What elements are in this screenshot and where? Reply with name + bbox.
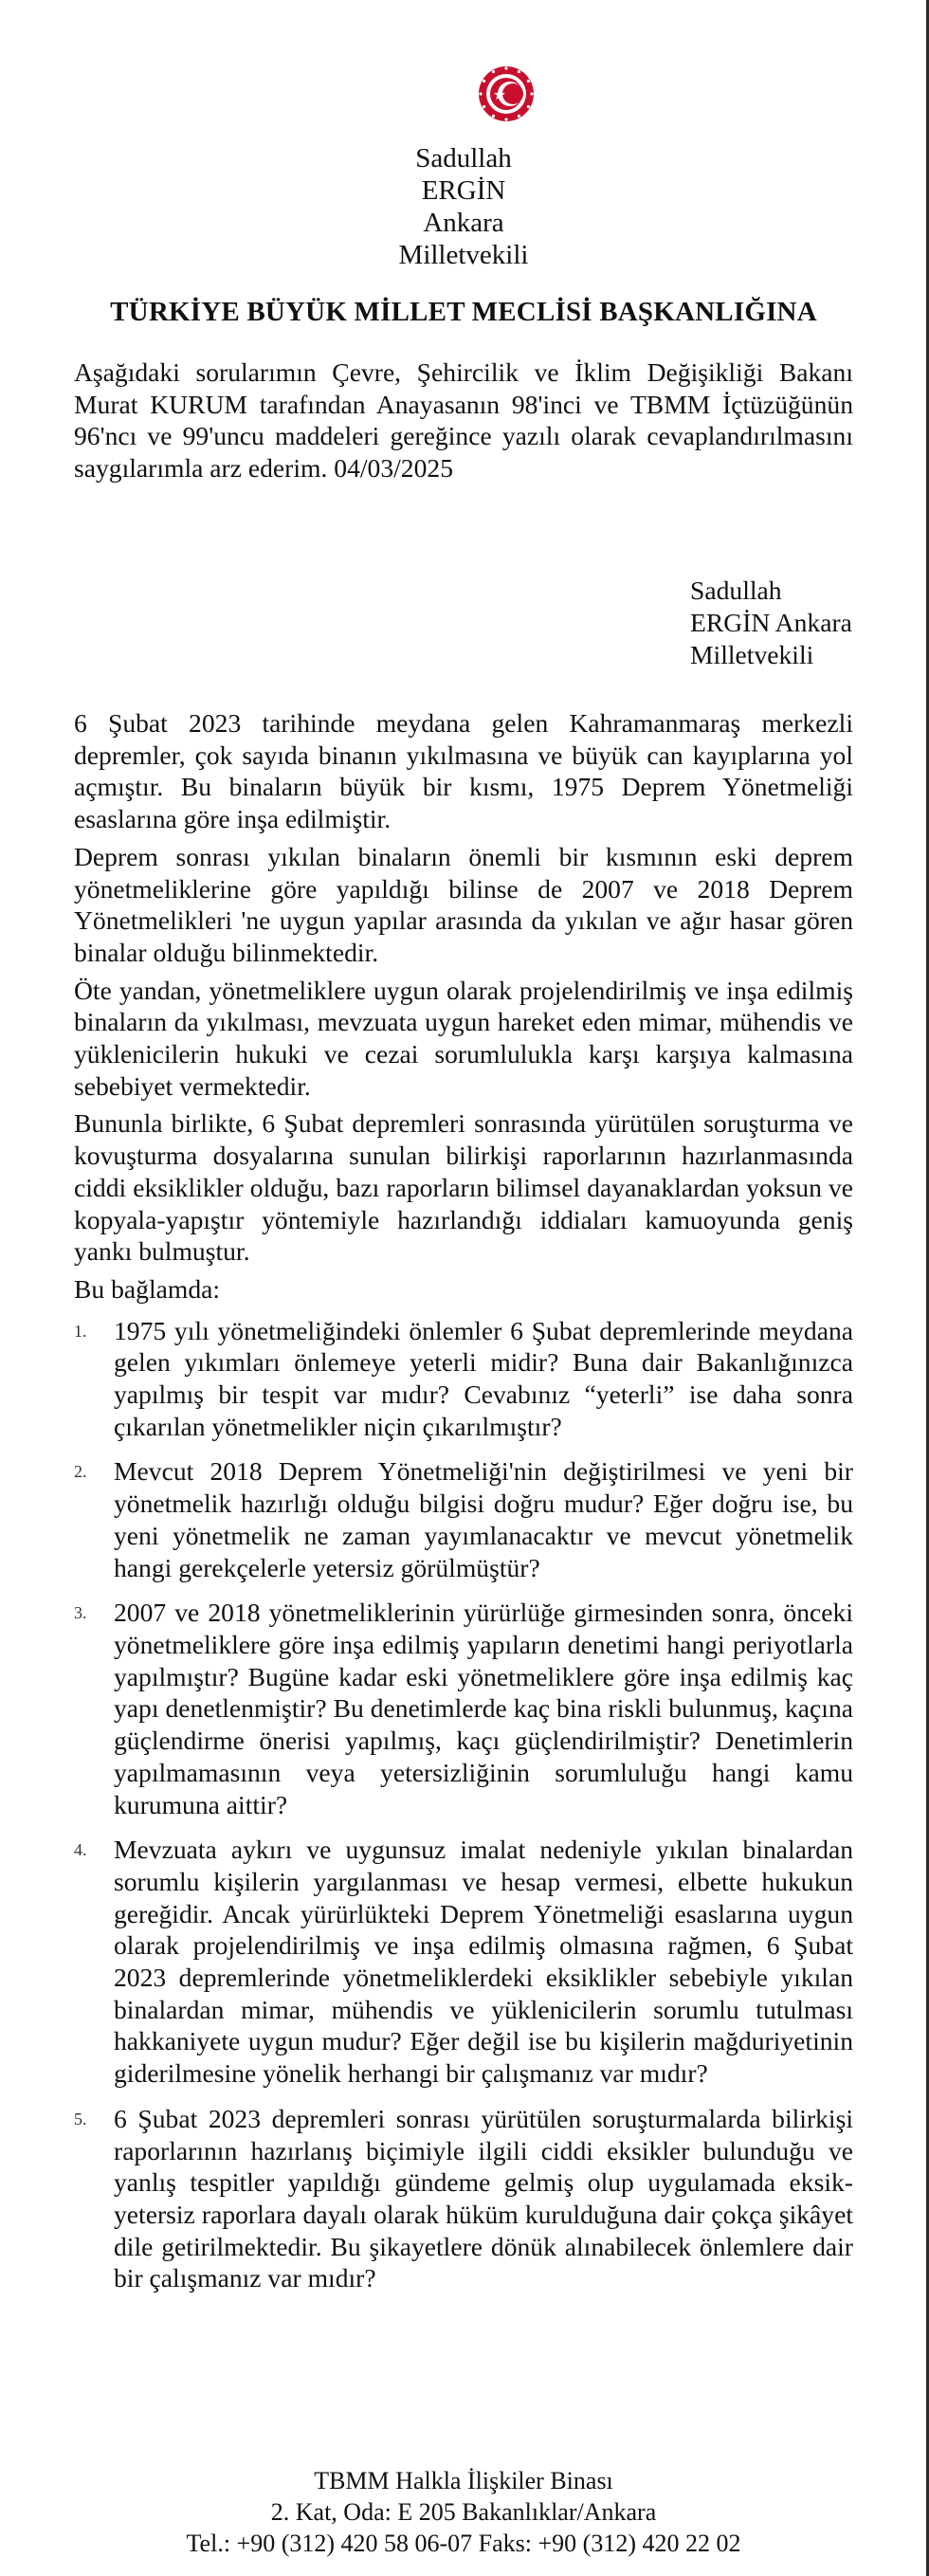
lead-line: Bu bağlamda:: [74, 1273, 221, 1304]
signature-block: [690, 575, 852, 671]
question-text: 6 Şubat 2023 depremleri sonrası yürütülen soruşturmalarda bilirkişi raporlarının hazırlanış biçimiyle ilgili ciddi eksikler bulunduğu ve yanlış tespitler yapıldığı gündeme gelmiş olup uygulamada eksik-yetersiz raporlara dayalı olarak hüküm kurulduğuna dair çokça şikâyet dile getirilmektedir. Bu şikayetlere dönük alınabilecek önlemlere dair bir çalışmanız var mıdır?: [114, 2103, 853, 2293]
tbmm-emblem-icon: [477, 64, 536, 123]
question-text: Mevcut 2018 Deprem Yönetmeliği'nin değiştirilmesi ve yeni bir yönetmelik hazırlığı olduğu bilgisi doğru mudur? Eğer doğru ise, bu yeni yönetmelik ne zaman yayımlanacaktır ve mevcut yönetmelik hangi gerekçelerle yetersiz görülmüştür?: [114, 1456, 853, 1582]
signature-role: Milletvekili: [690, 640, 814, 669]
question-item: [74, 1315, 853, 1443]
question-list: [74, 1315, 853, 2294]
body-paragraph: Bununla birlikte, 6 Şubat depremleri sonrasında yürütülen soruşturma ve kovuşturma dosyalarına sunulan bilirkişi raporlarının hazırlanmasında ciddi eksiklikler olduğu, bazı raporların bilimsel dayanaklardan yoksun ve kopyala-yapıştır yöntemiyle hazırlandığı iddiaları kamuoyunda geniş yankı bulmuştur.: [74, 1108, 853, 1267]
header-surname: ERGİN: [421, 175, 506, 206]
body-paragraph: Deprem sonrası yıkılan binaların önemli bir kısmının eski deprem yönetmeliklerine göre yapıldığı bilinse de 2007 ve 2018 Deprem Yönetmelikleri 'ne uygun yapılar arasında da yıkılan ve ağır hasar gören binalar olduğu bilinmektedir.: [74, 841, 853, 967]
intro-paragraph: Aşağıdaki sorularımın Çevre, Şehircilik ve İklim Değişikliği Bakanı Murat KURUM tarafından Anayasanın 98'inci ve TBMM İçtüzüğünün 96'ncı ve 99'uncu maddeleri gereğince yazılı olarak cevaplandırılmasını saygılarımla arz ederim. 04/03/2025: [74, 357, 853, 484]
header-city: Ankara: [423, 208, 504, 238]
question-item: [74, 1834, 853, 2090]
header-role: Milletvekili: [398, 240, 529, 270]
signature-surname-city: ERGİN Ankara: [690, 608, 852, 637]
question-number: 3.: [74, 1603, 87, 1623]
question-number: 2.: [74, 1462, 87, 1482]
footer-address: 2. Kat, Oda: E 205 Bakanlıklar/Ankara: [270, 2498, 657, 2526]
question-item: [74, 1597, 853, 1820]
signature-name: Sadullah: [690, 575, 782, 605]
body-paragraph: Öte yandan, yönetmeliklere uygun olarak projelendirilmiş ve inşa edilmiş binaların da yıkılması, mevzuata uygun hareket eden mimar, mühendis ve yüklenicilerin hukuki ve cezai sorumlulukla karşı karşıya kalmasına sebebiyet vermektedir.: [74, 975, 853, 1101]
document-title: TÜRKİYE BÜYÜK MİLLET MECLİSİ BAŞKANLIĞINA: [110, 297, 817, 327]
question-number: 1.: [74, 1321, 87, 1341]
question-item: [74, 1455, 853, 1583]
document-body: [74, 707, 853, 2308]
mp-header: [74, 142, 853, 271]
body-paragraph: 6 Şubat 2023 tarihinde meydana gelen Kahramanmaraş merkezli depremler, çok sayıda binanın yıkılmasına ve büyük can kayıplarına yol açmıştır. Bu binaların büyük bir kısmı, 1975 Deprem Yönetmeliği esaslarına göre inşa edilmiştir.: [74, 708, 853, 834]
question-number: 5.: [74, 2109, 87, 2128]
question-text: Mevzuata aykırı ve uygunsuz imalat nedeniyle yıkılan binalardan sorumlu kişilerin yargılanması ve hesap vermesi, elbette hukukun gereğidir. Ancak yürürlükteki Deprem Yönetmeliği esaslarına uygun olarak projelendirilmiş ve inşa edilmiş olmasına rağmen, 6 Şubat 2023 depremlerinde yönetmeliklerdeki eksiklikler sebebiyle yıkılan binalardan mimar, mühendis ve yüklenicilerin sorumlu tutulması hakkaniyete uygun mudur? Eğer değil ise bu kişilerin mağduriyetinin giderilmesine yönelik herhangi bir çalışmanız var mıdır?: [114, 1835, 853, 2089]
question-number: 4.: [74, 1840, 87, 1860]
question-item: [74, 2103, 853, 2294]
footer-building: TBMM Halkla İlişkiler Binası: [314, 2467, 613, 2494]
document-footer: [74, 2465, 853, 2559]
question-text: 2007 ve 2018 yönetmeliklerinin yürürlüğe girmesinden sonra, önceki yönetmeliklere göre inşa edilmiş yapıların denetimi hangi periyotlarla yapılmıştır? Bugüne kadar eski yönetmeliklere göre inşa edilmiş kaç yapı denetlenmiştir? Bu denetimlerde kaç bina riskli bulunmuş, kaçına güçlendirme önerisi yapılmış, kaçı güçlendirilmiştir? Denetimlerin yapılmamasının veya yetersizliğinin sorumluluğu hangi kamu kurumuna aittir?: [114, 1598, 853, 1819]
footer-contact: Tel.: +90 (312) 420 58 06-07 Faks: +90 (312) 420 22 02: [186, 2530, 741, 2557]
question-text: 1975 yılı yönetmeliğindeki önlemler 6 Şubat depremlerinde meydana gelen yıkımları önlemeye yeterli midir? Buna dair Bakanlığınızca yapılmış bir tespit var mıdır? Cevabınız “yeterli” ise daha sonra çıkarılan yönetmelikler niçin çıkarılmıştır?: [114, 1315, 853, 1441]
header-name: Sadullah: [415, 143, 512, 174]
